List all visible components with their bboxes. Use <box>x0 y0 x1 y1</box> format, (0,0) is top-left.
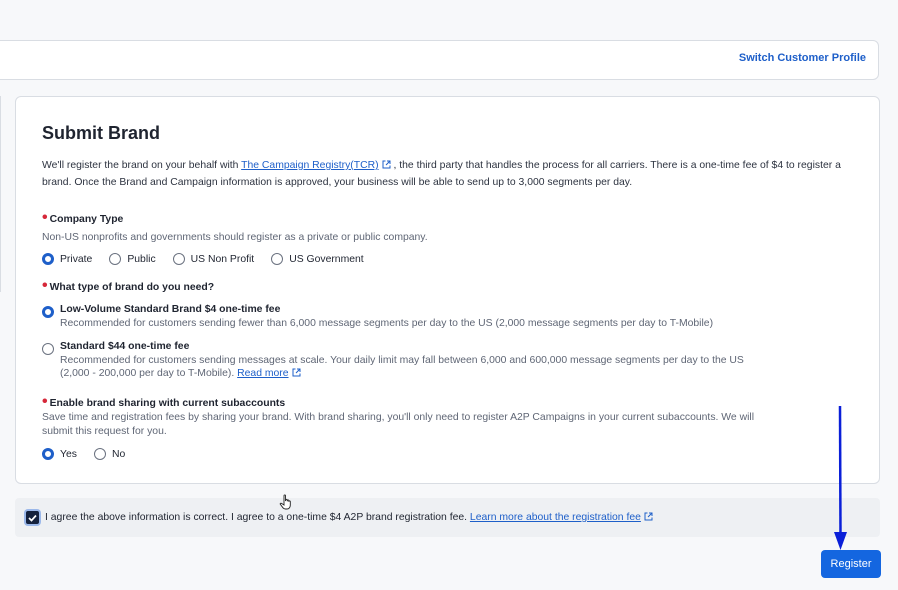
brand-option-fee: $4 one-time fee <box>204 304 281 315</box>
agreement-checkbox[interactable] <box>26 511 39 524</box>
company-type-section <box>42 209 428 265</box>
radio-private[interactable] <box>42 253 54 265</box>
customer-profile-bar <box>0 40 879 80</box>
radio-us-non-profit[interactable] <box>173 253 185 265</box>
intro-text: We'll register the brand on your behalf with The Campaign Registry(TCR) , the third party that handles the process for all carriers. There is a one-time fee of $4 to register a brand. Once the Brand and Campaign information is approved, your business will be able to send up to 3,000 segments per day. <box>42 160 841 188</box>
external-link-icon[interactable] <box>292 368 301 377</box>
required-marker: • <box>42 209 48 226</box>
radio-standard[interactable] <box>42 343 54 355</box>
read-more-link[interactable]: Read more <box>237 368 289 379</box>
brand-option-description: Recommended for customers sending messages at scale. Your daily limit may fall between 6,000 and 600,000 message segments per day to the US (2,000 - 200,000 per day to T-Mobile). Read more <box>60 354 744 379</box>
brand-sharing-section <box>42 393 777 460</box>
tcr-link[interactable]: The Campaign Registry(TCR) <box>241 160 379 171</box>
brand-type-section <box>42 277 765 381</box>
radio-label-no[interactable]: No <box>111 448 126 460</box>
radio-label-us-government[interactable]: US Government <box>289 253 364 265</box>
register-button[interactable]: Register <box>821 550 881 578</box>
brand-option-name: Standard <box>60 340 106 352</box>
brand-sharing-radio-group <box>42 448 777 460</box>
brand-option-description: Recommended for customers sending fewer than 6,000 message segments per day to the US (2,000 message segments per day to T-Mobile) <box>60 318 714 329</box>
required-marker: • <box>42 277 48 294</box>
radio-label-us-non-profit[interactable]: US Non Profit <box>190 253 255 265</box>
company-type-radio-group <box>42 253 428 265</box>
agreement-bar <box>15 498 880 537</box>
page-title: Submit Brand <box>42 123 161 143</box>
radio-us-government[interactable] <box>271 253 283 265</box>
radio-label-public[interactable]: Public <box>127 253 156 265</box>
radio-yes[interactable] <box>42 448 54 460</box>
company-type-helper: Non-US nonprofits and governments should register as a private or public company. <box>42 232 428 243</box>
brand-option-fee: $44 one-time fee <box>107 340 190 352</box>
radio-no[interactable] <box>94 448 106 460</box>
brand-sharing-helper: Save time and registration fees by sharing your brand. With brand sharing, you'll only need to register A2P Campaigns in your current subaccounts. We will submit this request for you. <box>42 412 754 437</box>
hand-cursor-icon <box>279 494 293 510</box>
brand-option-standard[interactable] <box>42 340 765 381</box>
external-link-icon[interactable] <box>644 512 653 521</box>
registration-fee-link[interactable]: Learn more about the registration fee <box>469 512 641 523</box>
agreement-text: I agree the above information is correct. I agree to a one-time $4 A2P brand registration fee. Learn more about the registration fee <box>45 512 653 523</box>
required-marker: • <box>42 393 48 410</box>
radio-label-private[interactable]: Private <box>60 253 93 265</box>
brand-sharing-label: Enable brand sharing with current subaccounts <box>49 398 286 409</box>
submit-brand-card <box>15 96 880 484</box>
radio-public[interactable] <box>109 253 121 265</box>
external-link-icon[interactable] <box>382 160 391 169</box>
switch-customer-profile-link[interactable]: Switch Customer Profile <box>738 52 866 64</box>
checkmark-icon <box>28 514 37 522</box>
radio-low-volume-standard[interactable] <box>42 306 54 318</box>
radio-label-yes[interactable]: Yes <box>60 448 77 460</box>
down-arrow-annotation <box>830 404 852 552</box>
company-type-label: Company Type <box>49 214 124 225</box>
brand-option-name: Low-Volume Standard Brand <box>60 304 202 315</box>
brand-type-label: What type of brand do you need? <box>49 282 215 293</box>
brand-option-low-volume[interactable] <box>42 303 765 331</box>
left-panel-edge <box>0 96 1 292</box>
